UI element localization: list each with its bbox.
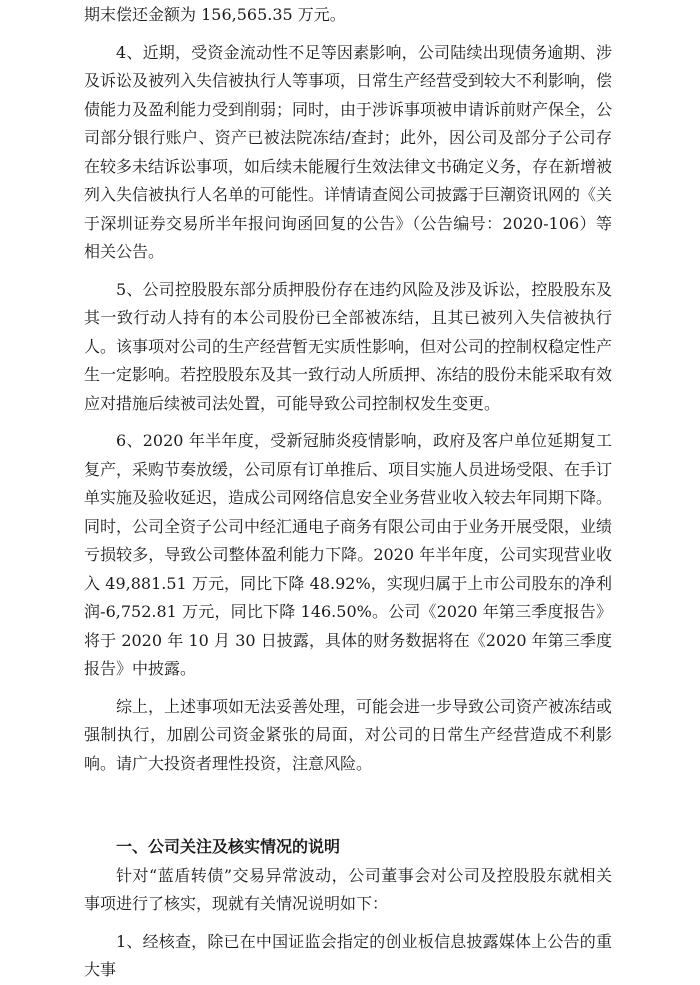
paragraph-summary: 综上，上述事项如无法妥善处理，可能会进一步导致公司资产被冻结或强制执行，加剧公司资金紧张的局面，对公司的日常生产经营造成不利影响。请广大投资者理性投资，注意风险。 bbox=[84, 696, 613, 773]
paragraph-item-5: 5、公司控股股东部分质押股份存在违约风险及涉及诉讼，控股股东及其一致行动人持有的本公司股份已全部被冻结，且其已被列入失信被执行人。该事项对公司的生产经营暂无实质性影响，但对公司的控制权稳定性产生一定影响。若控股股东及其一致行动人所质押、冻结的股份未能采取有效应对措施后续被司法处置，可能导致公司控制权发生变更。 bbox=[84, 279, 613, 413]
paragraph-item-4: 4、近期，受资金流动性不足等因素影响，公司陆续出现债务逾期、涉及诉讼及被列入失信被执行人等事项，日常生产经营受到较大不利影响，偿债能力及盈利能力受到削弱；同时，由于涉诉事项被申请诉前财产保全，公司部分银行账户、资产已被法院冻结/查封；此外，因公司及部分子公司存在较多未结诉讼事项，如后续未能履行生效法律文书确定义务，存在新增被列入失信被执行人名单的可能性。详情请查阅公司披露于巨潮资讯网的《关于深圳证券交易所半年报问询函回复的公告》（公告编号：2020-106）等相关公告。 bbox=[84, 42, 613, 261]
section-item-1: 1、经核查，除已在中国证监会指定的创业板信息披露媒体上公告的重大事 bbox=[84, 931, 612, 979]
section-heading: 一、公司关注及核实情况的说明 bbox=[116, 837, 341, 856]
paragraph-item-6: 6、2020 年半年度，受新冠肺炎疫情影响，政府及客户单位延期复工复产，采购节奏放缓，公司原有订单推后、项目实施人员进场受限、在手订单实施及验收延迟，造成公司网络信息安全业务营业收入较去年同期下降。同时，公司全资子公司中经汇通电子商务有限公司由于业务开展受限，业绩亏损较多，导致公司整体盈利能力下降。2020 年半年度，公司实现营业收入 49,881.51 万元，同比下降 48.92%，实现归属于上市公司股东的净利润-6,752.81 万元，同比下降 146.50%。公司《2020 年第三季度报告》将于 2020 年 10 月 30 日披露，具体的财务数据将在《2020 年第三季度报告》中披露。 bbox=[84, 431, 613, 678]
document-page bbox=[84, 0, 612, 985]
section-intro-paragraph: 针对“蓝盾转债”交易异常波动，公司董事会对公司及控股股东就相关事项进行了核实，现就有关情况说明如下： bbox=[84, 865, 612, 913]
paragraph-continued: 期末偿还金额为 156,565.35 万元。 bbox=[84, 5, 346, 24]
